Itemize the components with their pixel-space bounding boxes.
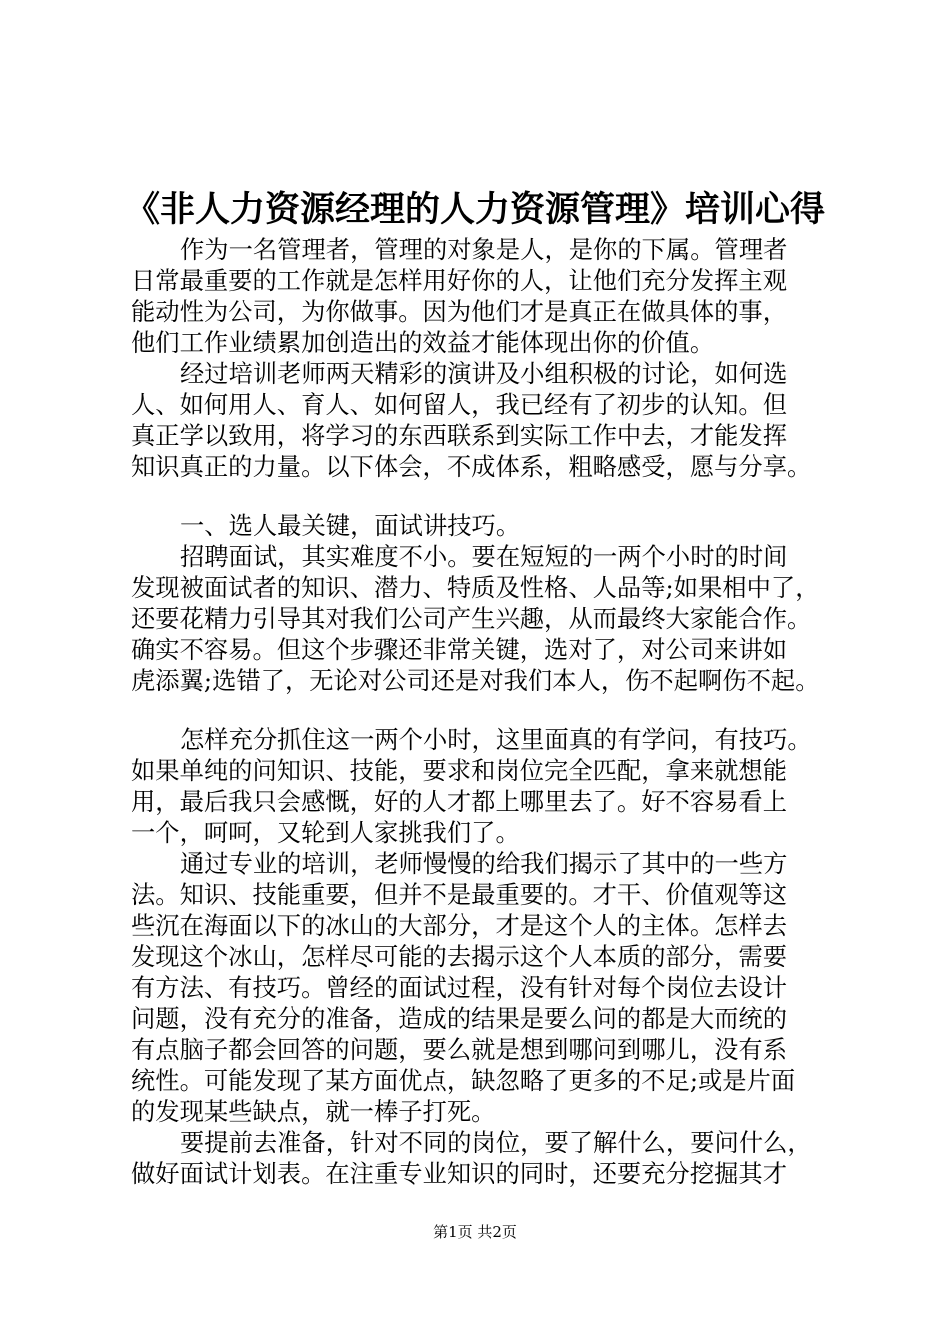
paragraph-line: 些沉在海面以下的冰山的大部分，才是这个人的主体。怎样去 [131,911,788,940]
paragraph-line: 一个，呵呵，又轮到人家挑我们了。 [131,818,520,847]
section-heading: 一、选人最关键，面试讲技巧。 [180,511,521,540]
document-body [131,234,821,1189]
paragraph-line: 发现被面试者的知识、潜力、特质及性格、人品等;如果相中了， [131,573,820,602]
paragraph-gap [131,482,821,510]
paragraph-line: 人、如何用人、育人、如何留人，我已经有了初步的认知。但 [131,390,788,419]
paragraph-line: 虎添翼;选错了，无论对公司还是对我们本人，伤不起啊伤不起。 [131,666,820,695]
paragraph-line: 招聘面试，其实难度不小。要在短短的一两个小时的时间 [180,542,788,571]
paragraph-line: 还要花精力引导其对我们公司产生兴趣，从而最终大家能合作。 [131,604,812,633]
paragraph-line: 怎样充分抓住这一两个小时，这里面真的有学问，有技巧。 [180,725,812,754]
paragraph-line: 问题，没有充分的准备，造成的结果是要么问的都是大而统的 [131,1004,788,1033]
page-footer: 第1页 共2页 [433,1223,517,1241]
paragraph-line: 法。知识、技能重要，但并不是最重要的。才干、价值观等这 [131,880,788,909]
paragraph-line: 发现这个冰山，怎样尽可能的去揭示这个人本质的部分，需要 [131,942,788,971]
paragraph-line: 用，最后我只会感慨，好的人才都上哪里去了。好不容易看上 [131,787,788,816]
paragraph-line: 的发现某些缺点，就一棒子打死。 [131,1097,496,1126]
paragraph-line: 经过培训老师两天精彩的演讲及小组积极的讨论，如何选 [180,359,788,388]
paragraph-line: 能动性为公司，为你做事。因为他们才是真正在做具体的事， [131,297,788,326]
paragraph-line: 要提前去准备，针对不同的岗位，要了解什么，要问什么， [180,1128,812,1157]
paragraph-line: 真正学以致用，将学习的东西联系到实际工作中去，才能发挥 [131,421,788,450]
paragraph-line: 做好面试计划表。在注重专业知识的同时，还要充分挖掘其才 [131,1159,788,1188]
paragraph-line: 他们工作业绩累加创造出的效益才能体现出你的价值。 [131,328,715,357]
paragraph-line: 知识真正的力量。以下体会，不成体系，粗略感受，愿与分享。 [131,452,812,481]
paragraph-line: 作为一名管理者，管理的对象是人，是你的下属。管理者 [180,235,788,264]
paragraph-line: 日常最重要的工作就是怎样用好你的人，让他们充分发挥主观 [131,266,788,295]
paragraph-gap [131,696,821,724]
paragraph-line: 通过专业的培训，老师慢慢的给我们揭示了其中的一些方 [180,849,788,878]
paragraph-line: 统性。可能发现了某方面优点，缺忽略了更多的不足;或是片面 [131,1066,796,1095]
paragraph-line: 有方法、有技巧。曾经的面试过程，没有针对每个岗位去设计 [131,973,788,1002]
paragraph-line: 有点脑子都会回答的问题，要么就是想到哪问到哪儿，没有系 [131,1035,788,1064]
paragraph-line: 确实不容易。但这个步骤还非常关键，选对了，对公司来讲如 [131,635,788,664]
document-title: 《非人力资源经理的人力资源管理》培训心得 [124,189,825,230]
paragraph-line: 如果单纯的问知识、技能，要求和岗位完全匹配，拿来就想能 [131,756,788,785]
